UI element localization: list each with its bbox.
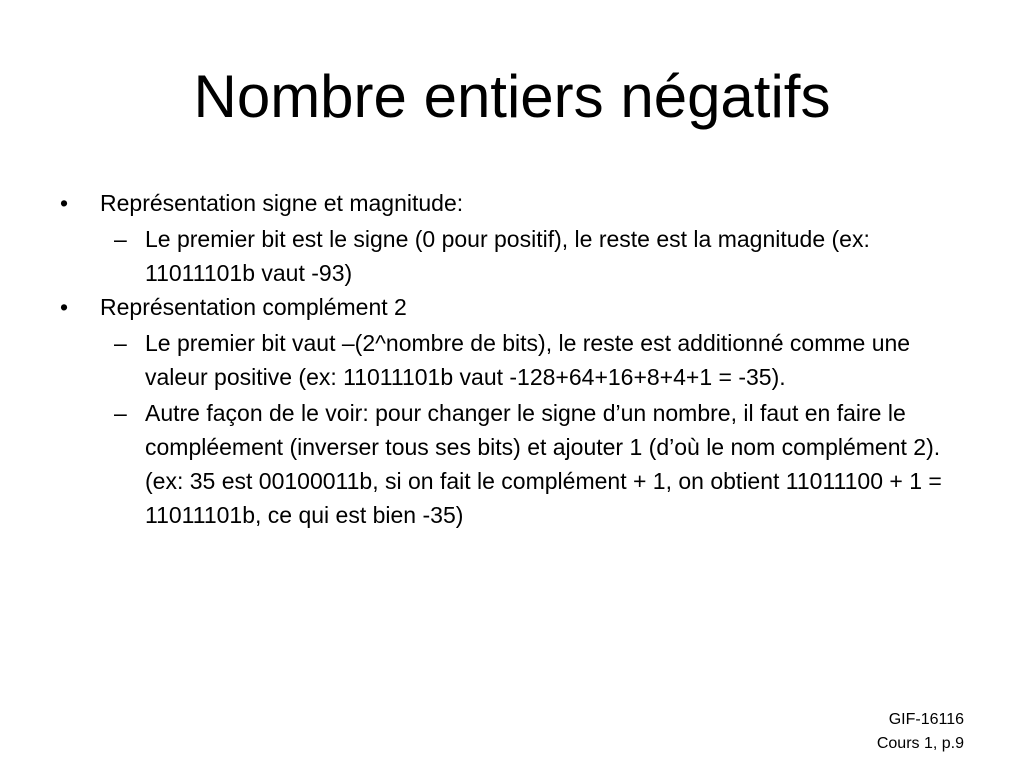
sub-item-text: Le premier bit vaut –(2^nombre de bits), le reste est additionné comme une valeur positive (ex: 11011101b vaut -128+64+16+8+4+1 = -35). — [145, 330, 911, 390]
sub-item-other-view — [56, 396, 976, 532]
course-code: GIF-16116 — [888, 711, 964, 728]
dash-icon: – — [114, 330, 127, 356]
dash-icon: – — [114, 226, 127, 252]
page-reference: Cours 1, p.9 — [876, 735, 964, 752]
sub-item-text: Autre façon de le voir: pour changer le signe d’un nombre, il faut en faire le compléement (inverser tous ses bits) et ajouter 1 (d’où le nom complément 2). (ex: 35 est 00100011b, si on fait le complément + 1, on obtient 11011100 + 1 = 11011101b, ce qui est bien -35) — [145, 400, 942, 528]
dash-icon: – — [114, 400, 127, 426]
bullet-icon: • — [60, 190, 69, 216]
bullet-item-sign-magnitude — [56, 186, 976, 220]
sub-item-text: Le premier bit est le signe (0 pour positif), le reste est la magnitude (ex: 11011101b vaut -93) — [145, 226, 870, 286]
slide-title: Nombre entiers négatifs — [193, 63, 831, 130]
slide-content — [56, 186, 976, 532]
sub-item-sign-bit — [56, 222, 976, 290]
bullet-item-twos-complement — [56, 290, 976, 324]
slide-footer — [877, 708, 964, 756]
bullet-icon: • — [60, 294, 69, 320]
sub-item-first-bit-value — [56, 326, 976, 394]
bullet-text: Représentation complément 2 — [100, 294, 407, 320]
bullet-text: Représentation signe et magnitude: — [100, 190, 464, 216]
